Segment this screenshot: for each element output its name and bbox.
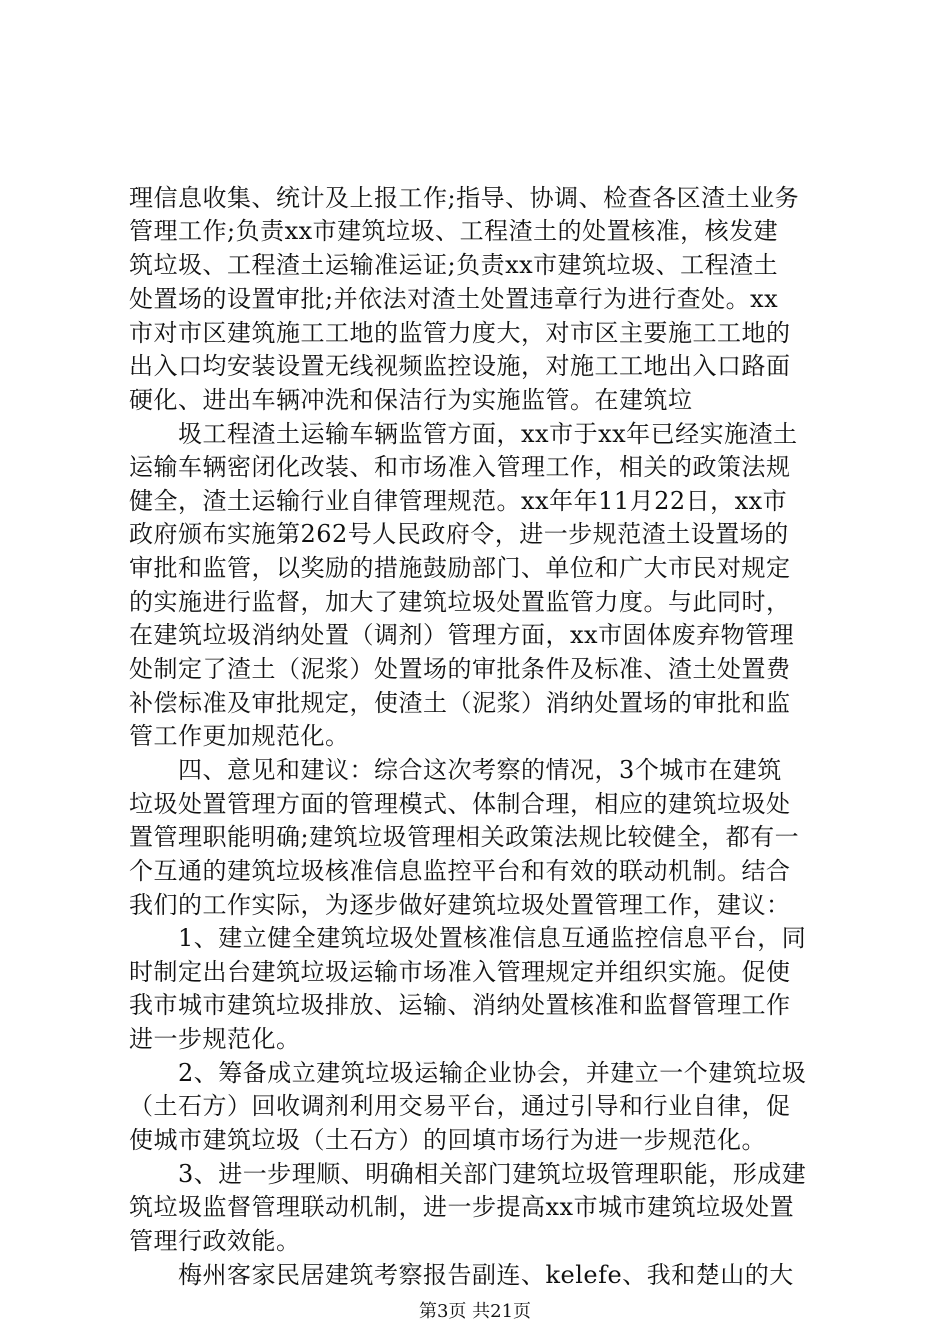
text-line: 进一步规范化。 [129,1025,301,1053]
text-line: 我市城市建筑垃圾排放、运输、消纳处置核准和监督管理工作 [129,991,791,1019]
text-line: 四、意见和建议：综合这次考察的情况，3个城市在建筑 [129,756,782,784]
text-line: 管工作更加规范化。 [129,722,350,750]
text-line: 我们的工作实际，为逐步做好建筑垃圾处置管理工作，建议： [129,891,791,919]
text-line: 置管理职能明确;建筑垃圾管理相关政策法规比较健全，都有一 [129,823,800,851]
text-line: 使城市建筑垃圾（土石方）的回填市场行为进一步规范化。 [129,1126,766,1154]
text-line: 的实施进行监督，加大了建筑垃圾处置监管力度。与此同时， [129,588,791,616]
text-line: 审批和监管，以奖励的措施鼓励部门、单位和广大市民对规定 [129,554,791,582]
text-line: 1、建立健全建筑垃圾处置核准信息互通监控信息平台，同 [129,924,807,952]
text-line: 管理行政效能。 [129,1227,301,1255]
text-line: 筑垃圾、工程渣土运输准运证;负责xx市建筑垃圾、工程渣土 [129,251,779,279]
text-line: 健全，渣土运输行业自律管理规范。xx年年11月22日，xx市 [129,487,788,515]
text-line: 市对市区建筑施工工地的监管力度大，对市区主要施工工地的 [129,319,791,347]
text-line: 补偿标准及审批规定，使渣土（泥浆）消纳处置场的审批和监 [129,689,791,717]
text-line: 在建筑垃圾消纳处置（调剂）管理方面，xx市固体废弃物管理 [129,621,795,649]
text-line: 筑垃圾监督管理联动机制，进一步提高xx市城市建筑垃圾处置 [129,1193,795,1221]
text-line: 圾工程渣土运输车辆监管方面，xx市于xx年已经实施渣土 [129,420,798,448]
text-line: 处置场的设置审批;并依法对渣土处置违章行为进行查处。xx [129,285,779,313]
text-line: 2、筹备成立建筑垃圾运输企业协会，并建立一个建筑垃圾 [129,1059,807,1087]
text-line: 3、进一步理顺、明确相关部门建筑垃圾管理职能，形成建 [129,1160,807,1188]
text-line: 运输车辆密闭化改装、和市场准入管理工作，相关的政策法规 [129,453,791,481]
text-line: 硬化、进出车辆冲洗和保洁行为实施监管。在建筑垃 [129,386,693,414]
text-line: 管理工作;负责xx市建筑垃圾、工程渣土的处置核准，核发建 [129,217,779,245]
page-number-footer: 第3页 共21页 [418,1301,532,1322]
text-line: 理信息收集、统计及上报工作;指导、协调、检查各区渣土业务 [129,184,800,212]
text-line: （土石方）回收调剂利用交易平台，通过引导和行业自律，促 [129,1092,791,1120]
text-line: 政府颁布实施第262号人民政府令，进一步规范渣土设置场的 [129,520,789,548]
text-line: 时制定出台建筑垃圾运输市场准入管理规定并组织实施。促使 [129,958,791,986]
text-line: 出入口均安装设置无线视频监控设施，对施工工地出入口路面 [129,352,791,380]
text-line: 处制定了渣土（泥浆）处置场的审批条件及标准、渣土处置费 [129,655,791,683]
text-line: 梅州客家民居建筑考察报告副连、kelefe、我和楚山的大 [129,1261,794,1289]
text-line: 垃圾处置管理方面的管理模式、体制合理，相应的建筑垃圾处 [129,790,791,818]
text-line: 个互通的建筑垃圾核准信息监控平台和有效的联动机制。结合 [129,857,791,885]
